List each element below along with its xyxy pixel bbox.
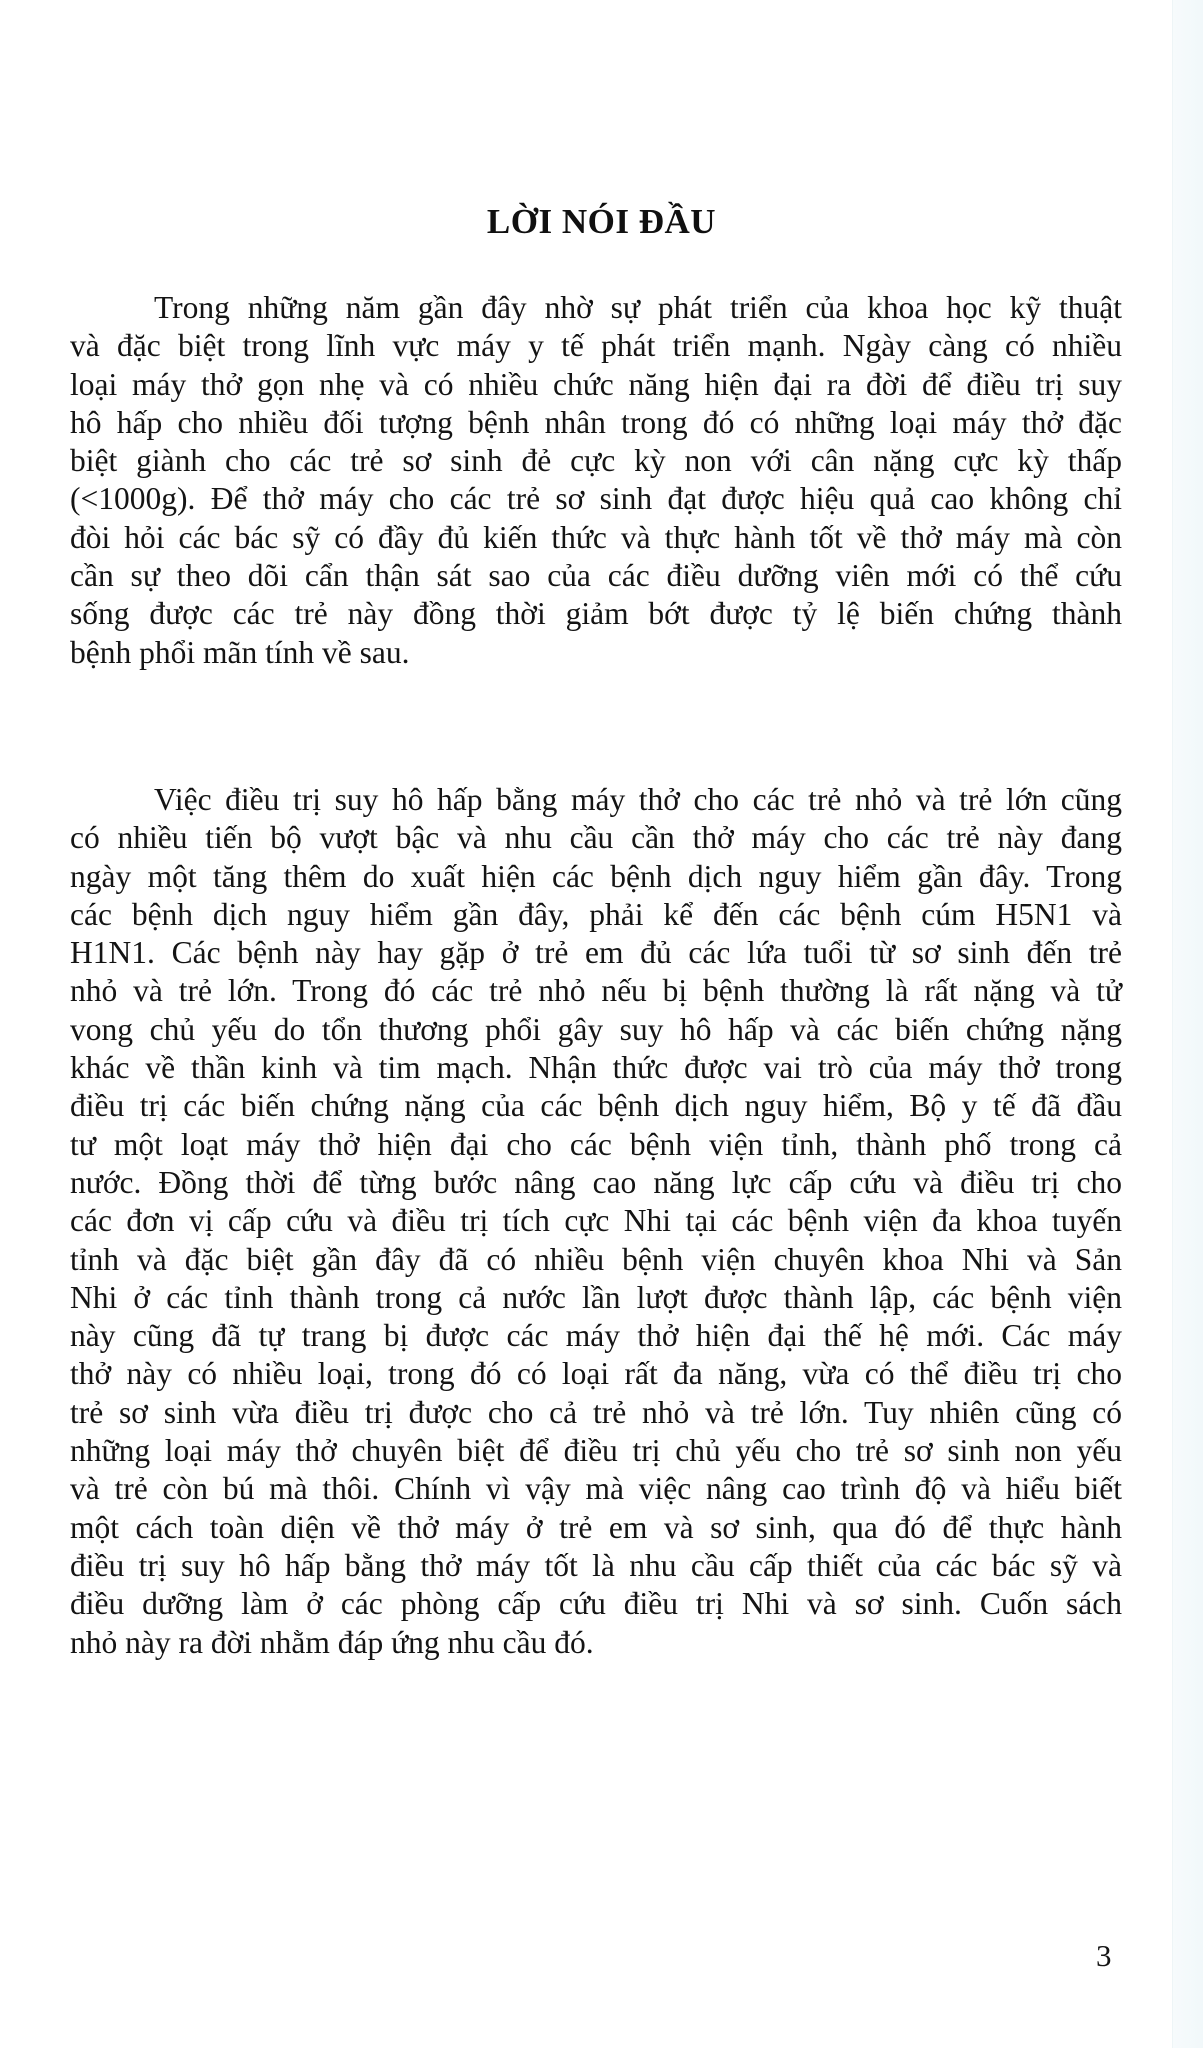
text-line: điều dưỡng làm ở các phòng cấp cứu điều trị Nhi và sơ sinh. Cuốn sách	[70, 1586, 1122, 1622]
text-line: biệt giành cho các trẻ sơ sinh đẻ cực kỳ non với cân nặng cực kỳ thấp	[70, 443, 1122, 479]
text-line: các đơn vị cấp cứu và điều trị tích cực Nhi tại các bệnh viện đa khoa tuyến	[70, 1203, 1122, 1239]
text-line: nhỏ và trẻ lớn. Trong đó các trẻ nhỏ nếu bị bệnh thường là rất nặng và tử	[70, 973, 1122, 1009]
text-line: tư một loạt máy thở hiện đại cho các bệnh viện tỉnh, thành phố trong cả	[70, 1126, 1122, 1162]
text-line: hô hấp cho nhiều đối tượng bệnh nhân trong đó có những loại máy thở đặc	[70, 404, 1122, 440]
text-line: ngày một tăng thêm do xuất hiện các bệnh dịch nguy hiểm gần đây. Trong	[70, 858, 1122, 894]
text-line: thở này có nhiều loại, trong đó có loại rất đa năng, vừa có thể điều trị cho	[70, 1356, 1122, 1392]
text-line: sống được các trẻ này đồng thời giảm bớt được tỷ lệ biến chứng thành	[70, 596, 1122, 632]
text-line: điều trị các biến chứng nặng của các bệnh dịch nguy hiểm, Bộ y tế đã đầu	[70, 1088, 1122, 1124]
text-line: tỉnh và đặc biệt gần đây đã có nhiều bệnh viện chuyên khoa Nhi và Sản	[70, 1241, 1122, 1277]
text-line: và đặc biệt trong lĩnh vực máy y tế phát triển mạnh. Ngày càng có nhiều	[70, 328, 1122, 364]
text-line: này cũng đã tự trang bị được các máy thở hiện đại thế hệ mới. Các máy	[70, 1318, 1122, 1354]
text-line: và trẻ còn bú mà thôi. Chính vì vậy mà việc nâng cao trình độ và hiểu biết	[70, 1471, 1122, 1507]
text-line: đòi hỏi các bác sỹ có đầy đủ kiến thức và thực hành tốt về thở máy mà còn	[70, 519, 1122, 555]
paragraph-1	[70, 289, 1122, 672]
text-line: (<1000g). Để thở máy cho các trẻ sơ sinh đạt được hiệu quả cao không chỉ	[70, 481, 1122, 517]
paragraph-2	[70, 781, 1122, 1662]
text-line: khác về thần kinh và tim mạch. Nhận thức được vai trò của máy thở trong	[70, 1050, 1122, 1086]
text-line: một cách toàn diện về thở máy ở trẻ em và sơ sinh, qua đó để thực hành	[70, 1509, 1122, 1545]
page-number: 3	[1096, 1938, 1112, 1973]
text-line: cần sự theo dõi cẩn thận sát sao của các điều dưỡng viên mới có thể cứu	[70, 558, 1122, 594]
text-line: vong chủ yếu do tổn thương phổi gây suy hô hấp và các biến chứng nặng	[70, 1011, 1122, 1047]
text-line: trẻ sơ sinh vừa điều trị được cho cả trẻ nhỏ và trẻ lớn. Tuy nhiên cũng có	[70, 1394, 1122, 1430]
text-line: những loại máy thở chuyên biệt để điều trị chủ yếu cho trẻ sơ sinh non yếu	[70, 1433, 1122, 1469]
text-line: điều trị suy hô hấp bằng thở máy tốt là nhu cầu cấp thiết của các bác sỹ và	[70, 1547, 1122, 1583]
text-line: nhỏ này ra đời nhằm đáp ứng nhu cầu đó.	[70, 1624, 594, 1660]
page-edge-strip	[1172, 0, 1203, 2048]
text-line: Nhi ở các tỉnh thành trong cả nước lần lượt được thành lập, các bệnh viện	[70, 1279, 1122, 1315]
text-line: bệnh phổi mãn tính về sau.	[70, 634, 410, 670]
page-title: LỜI NÓI ĐẦU	[486, 202, 717, 241]
text-line: các bệnh dịch nguy hiểm gần đây, phải kể đến các bệnh cúm H5N1 và	[70, 896, 1122, 932]
text-line: Việc điều trị suy hô hấp bằng máy thở cho các trẻ nhỏ và trẻ lớn cũng	[154, 782, 1122, 817]
text-line: loại máy thở gọn nhẹ và có nhiều chức năng hiện đại ra đời để điều trị suy	[70, 366, 1122, 402]
text-line: nước. Đồng thời để từng bước nâng cao năng lực cấp cứu và điều trị cho	[70, 1164, 1122, 1200]
text-line: H1N1. Các bệnh này hay gặp ở trẻ em đủ các lứa tuổi từ sơ sinh đến trẻ	[70, 935, 1122, 971]
text-line: có nhiều tiến bộ vượt bậc và nhu cầu cần thở máy cho các trẻ này đang	[70, 820, 1122, 856]
text-line: Trong những năm gần đây nhờ sự phát triển của khoa học kỹ thuật	[154, 290, 1122, 325]
